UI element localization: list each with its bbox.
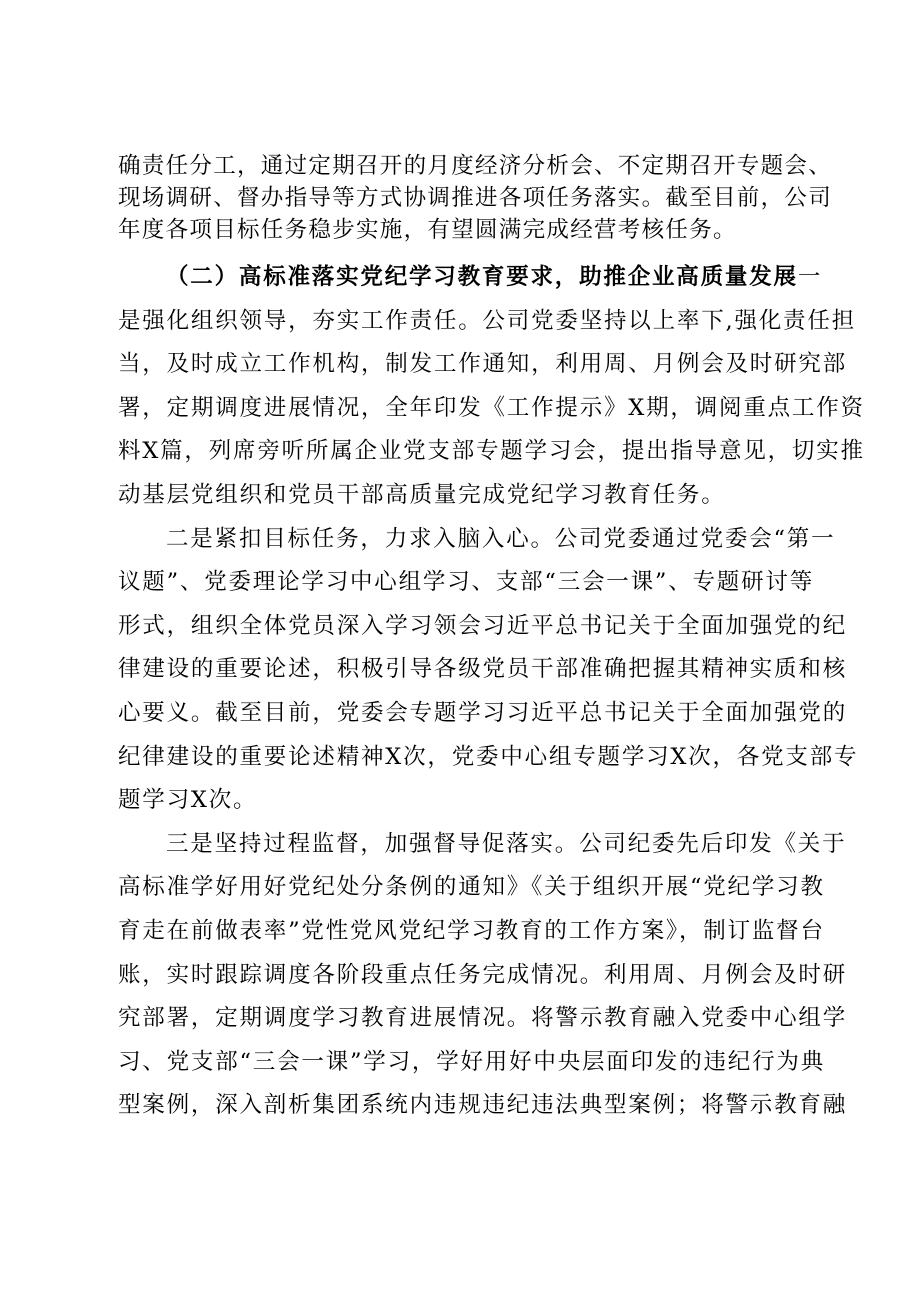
text-line: 型案例，深入剖析集团系统内违规违纪违法典型案例；将警示教育融	[118, 1092, 848, 1119]
text-line: 三是坚持过程监督，加强督导促落实。公司纪委先后印发《关于	[166, 830, 847, 857]
heading-tail: 一	[797, 264, 823, 290]
text-line: 是强化组织领导，夯实工作责任。公司党委坚持以上率下,强化责任担	[118, 307, 856, 334]
text-line: 心要义。截至目前，党委会专题学习习近平总书记关于全面加强党的	[118, 699, 848, 726]
text-line: 议题”、党委理论学习中心组学习、支部“三会一课”、专题研讨等	[118, 569, 815, 596]
text-line: 高标准学好用好党纪处分条例的通知》《关于组织开展“党纪学习教	[118, 874, 825, 901]
text-line: 律建设的重要论述，积极引导各级党员干部准确把握其精神实质和核	[118, 656, 848, 683]
text-line: 二是紧扣目标任务，力求入脑入心。公司党委通过党委会“第一	[166, 525, 836, 552]
paragraph-goal-tasks	[118, 518, 859, 823]
text-line: 育走在前做表率”党性党风党纪学习教育的工作方案》，制订监督台	[118, 917, 825, 944]
paragraph-supervision	[118, 823, 848, 1128]
text-line: 究部署，定期调度学习教育进展情况。将警示教育融入党委中心组学	[118, 1005, 848, 1032]
section-heading-line	[118, 256, 823, 300]
text-line: 署，定期调度进展情况，全年印发《工作提示》X期，调阅重点工作资	[118, 394, 865, 421]
text-line: 当，及时成立工作机构，制发工作通知，利用周、月例会及时研究部	[118, 351, 848, 378]
section-heading: （二）高标准落实党纪学习教育要求，助推企业高质量发展	[166, 264, 798, 290]
text-line: 题学习X次。	[118, 787, 258, 814]
text-line: 纪律建设的重要论述精神X次，党委中心组专题学习X次，各党支部专	[118, 743, 859, 770]
paragraph-economic-tasks	[118, 150, 833, 246]
text-line: 习、党支部“三会一课”学习，学好用好中央层面印发的违纪行为典	[118, 1048, 826, 1075]
text-line: 年度各项目标任务稳步实施，有望圆满完成经营考核任务。	[118, 217, 737, 243]
text-line: 账，实时跟踪调度各阶段重点任务完成情况。利用周、月例会及时研	[118, 961, 848, 988]
text-line: 动基层党组织和党员干部高质量完成党纪学习教育任务。	[118, 481, 726, 508]
text-line: 确责任分工，通过定期召开的月度经济分析会、不定期召开专题会、	[118, 153, 833, 179]
text-line: 现场调研、督办指导等方式协调推进各项任务落实。截至目前，公司	[118, 185, 833, 211]
text-line: 形式，组织全体党员深入学习领会习近平总书记关于全面加强党的纪	[118, 612, 848, 639]
document-page	[118, 150, 865, 1128]
text-line: 料X篇，列席旁听所属企业党支部专题学习会，提出指导意见，切实推	[118, 438, 865, 465]
section-two	[118, 256, 865, 518]
